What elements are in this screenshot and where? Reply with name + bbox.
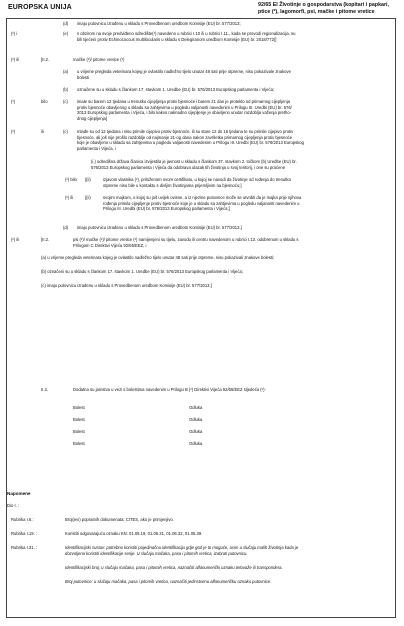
row-section: ili xyxy=(41,129,44,134)
row-marker: (²) i xyxy=(11,31,18,36)
row-marker: (²) ili xyxy=(11,237,20,242)
row-text: s obzirom na svoje predviđeno odredište(²) navedeno u rubrici I.10 ili u rubrici I.11., kada se provodi regionalizacija, su bili tijećeni protiv Echinococcus multilocularis u skladu s Delegiranom uredbom Komisije (EU) br. 2018/772)] xyxy=(77,31,296,42)
row-point: (c) xyxy=(63,99,68,104)
row-point: (c) xyxy=(63,129,68,134)
decision-label: Odluka xyxy=(189,441,203,446)
row-section: (²) bilo xyxy=(65,177,77,182)
row-section: [II.2. xyxy=(41,237,50,242)
row-point: (e) xyxy=(63,31,69,36)
row-text: svojim majkom, o kojoj su još uvijek ovisne, a iz njezine putovnice može se utvrditi da je majka prije njihova rođenja primila cijepljenje protiv bjesnoće koje je u skladu sa zahtjevima u pogledu valjanosti navedenim u Prilogu III. Uredbi (EU) br. 576/2013 Europskog parlamenta i Vijeća;] xyxy=(103,195,302,212)
row-section: bilo xyxy=(41,99,48,104)
note-label: Rubrika I.6.: xyxy=(11,517,34,522)
document-frame xyxy=(6,18,396,618)
note-text: Identifikacijski sustav: potrebno koristiti pojedinačnu identifikaciju gdje god je to moguće, osim u slučaju malih životinja kada je dozvoljeno koristiti identifikacije serije. U slučaju mačaka, pasa i pitomih vretica, izabrati putovnicu. xyxy=(65,545,299,556)
row-text: (b) označeni su u skladu s člankom 17. stavkom 1. Uredbe (EU) br. 576/2013 Europskog parlamenta i Vijeća; xyxy=(41,269,243,274)
header-right-line1: 92/65 EI Životinje o gospodarstva (kopitari i papkari, xyxy=(258,2,389,8)
header-right xyxy=(258,2,398,15)
disease-label: Bolest xyxy=(73,441,85,446)
notes-part: Dio I. : xyxy=(7,503,20,508)
row-section: (²) ili xyxy=(65,195,74,200)
row-point: (d) xyxy=(63,21,69,26)
row-text: označene su u skladu s člankom 17. stavkom 1. Uredbe (EU) br. 576/2013 Europskog parlamenta i Vijeća; xyxy=(77,87,275,92)
row-marker: (²) xyxy=(11,129,16,134)
row-marker: (²) xyxy=(11,99,16,104)
row-text: psi (²)/ mačke (²)/ pitome vretice (²) namijenjeni su tijelu, zavodu ili centru navedenom u rubrici I.13. odobrenom u skladu s Prilogom C Direktivi Vijeća 92/65/EEZ, i xyxy=(73,237,299,248)
note-text: Broj(evi) popratnih dokumenata: CITES, ako je primjenjivo. xyxy=(65,517,174,522)
row-text: mačke (²)/ pitome vretice (²) xyxy=(73,57,125,62)
disease-label: Bolest xyxy=(73,417,85,422)
row-point: (a) xyxy=(63,69,69,74)
row-point: (b) xyxy=(63,87,69,92)
row-text: (c) imaju putovnicu izrađenu u skladu s Provedbenom uredbom Komisije (EU) br. 577/2013.] xyxy=(41,283,212,288)
row-text: imale su barem 12 tjedana u trenutku cijepljenja protiv bjesnoće i barem 21 dan je proteklo od primarnog cijepljenja protiv bjesnoće obavljenog u skladu sa zahtjevima u pogledu valjanosti navedenim u Prilogu III. Uredbi (EU) br. 576/ 2013 Europskog parlamenta i Vijeća, i bilo kakvo naknadno cijepljenje je obavljeno unutar razdoblja važenja pretho- dnog cijepljenja] xyxy=(77,99,292,121)
row-text: imaju putovnicu izrađenu u skladu s Provedbenom uredbom Komisije (EU) br. 577/2013.] xyxy=(77,225,242,230)
disease-label: Bolest xyxy=(73,429,85,434)
row-text: imaju putovnicu izrađenu u skladu s Provedbenom uredbom Komisije (EU) br. 577/2013; xyxy=(77,21,241,26)
note-label: Rubrika I.31. : xyxy=(11,545,38,550)
note-label: Rubrika I.19. : xyxy=(11,531,38,536)
note-text: Koristiti odgovarajuću oznaku KN: 01.06.19, 01.06.31, 01.06.32, 01.05.39. xyxy=(65,531,203,536)
section-ii3-text: Dodatna su jamstva u vezi s bolestima navedenim u Prilogu B (²) Direktivi Vijeća 92/65/EEZ sljedeća (²): xyxy=(73,387,266,392)
row-text: izjavom vlasnika (²), priloženom ovom certifikatu, u kojoj se navodi da životinje od rođenja do trenutka otpreme nisu bile u kontaktu s divljim životinjama prijemljivim na bjesnoću;] xyxy=(103,177,291,188)
row-point: [(ii) xyxy=(85,195,91,200)
section-ii3-num: II.3. xyxy=(41,387,48,392)
row-text: (i.) odredišna država članica izvijestila je javnost u skladu s člankom 37. stavkom 2. točkom (b) Uredbe (EU) br. 576/2013 Europskog parlamenta i Vijeća da odobrava ulazak tih životinja u svoj teritorij, i one su praćene xyxy=(91,159,297,170)
disease-label: Bolest xyxy=(73,405,85,410)
decision-label: Odluka xyxy=(189,429,203,434)
row-section: [II.2. xyxy=(41,57,50,62)
row-point: (d) xyxy=(63,225,69,230)
decision-label: Odluka xyxy=(189,417,203,422)
row-text: mlađe su od 12 tjedana i nisu primile cijepivo protiv bjesnoće, ili su stare 12 do 16 tjedana te su primile cijepivo protiv bjesnoće, ali još nije prošlo razdoblje od najmanje 21-og dana nakon završetka primarnog cijepljenja protiv bjesnoće koje je obavljeno u skladu sa zahtjevima u pogledu valjanosti navedenim u Prilogu III. Uredbi (EU) br. 576/2013 Europskog parlamenta i Vijeća, i xyxy=(77,129,304,151)
header-right-line2: ptice (²), lagomorfi, psi, mačke i pitome vretice xyxy=(258,8,375,15)
notes-title: Napomene xyxy=(7,491,31,496)
row-marker: (²) ili xyxy=(11,57,20,62)
header-left: EUROPSKA UNIJA xyxy=(8,4,72,11)
row-point: [(ii) xyxy=(85,177,91,182)
row-text: u vrijeme pregleda veterinara kojeg je ovlastilo nadležno tijelo unutar 48 sati prije otpreme, nisu pokazivale znakove bolesti xyxy=(77,69,291,80)
decision-label: Odluka xyxy=(189,405,203,410)
note-text: Identifikacijski broj: u slučaju mačaka, pasa i pitomih vretica, naznačiti alfanumerički oznaku tetovaže ili transpondera. xyxy=(65,565,283,570)
row-text: (a) u vrijeme pregleda veterinara kojeg je ovlastilo nadležno tijelo unutar 48 sati prije otpreme, nisu pokazivali znakove bolesti; xyxy=(41,255,275,260)
note-text: Broj putovnice: u slučaju mačaka, pasa i pitomih vretica, naznačiti jedinstvenu alfanumeričku oznaku putovnice. xyxy=(65,579,272,584)
